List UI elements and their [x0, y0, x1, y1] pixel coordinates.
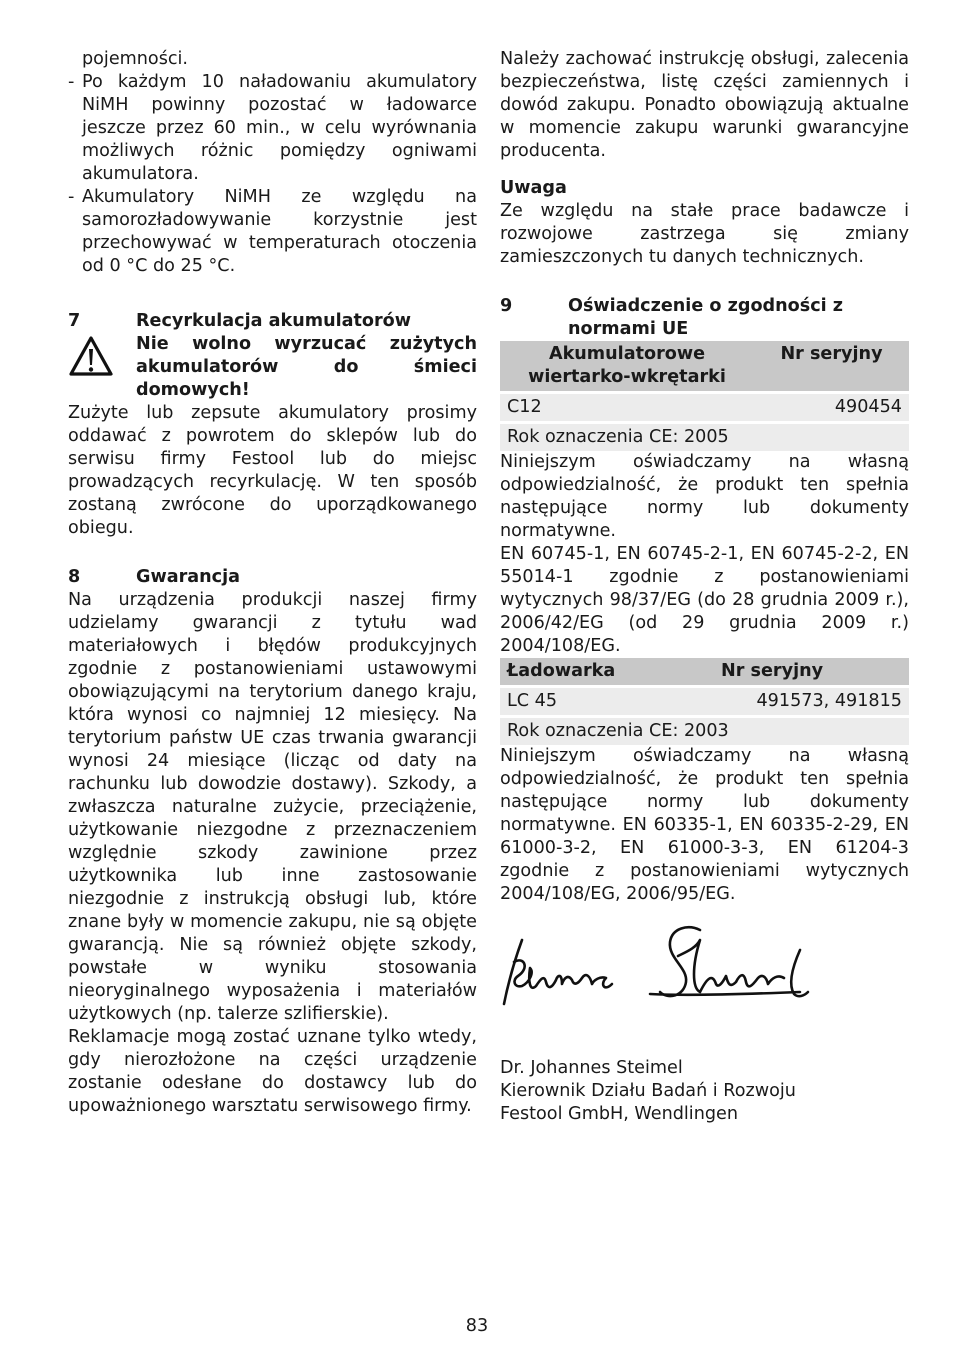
warning-text: Nie wolno wyrzucać zużytych akumulatorów do śmieci domowych! [136, 334, 477, 400]
warning-block [68, 333, 477, 402]
signatory-role: Kierownik Działu Badań i Rozwoju [500, 1081, 796, 1101]
uwaga-body: Ze względu na stałe prace badawcze i rozwojowe zastrzega się zmiany zamieszczonych tu danych technicznych. [500, 201, 909, 267]
warning-triangle-icon [68, 333, 136, 402]
section-7-body: Zużyte lub zepsute akumulatory prosimy oddawać z powrotem do sklepów lub do serwisu firmy Festool lub do miejsc prowadzących recyrkulację. W ten sposób zostaną zwrócone do uporządkowanego obiegu. [68, 403, 477, 538]
section-8-body: Na urządzenia produkcji naszej firmy udzielamy gwarancji z tytułu wad materiałowych i błędów produkcyjnych zgodnie z postanowieniami ustawowymi obowiązującymi na terytorium danego kraju, która wynosi co najmniej 12 miesięcy. Na terytorium państw UE czas trwania gwarancji wynosi 24 miesiące (licząc od daty na rachunku lub dowodzie dostawy). Szkody, a zwłaszcza naturalne zużycie, przeciążenie, użytkowanie niezgodne z przeznaczeniem względnie szkody zawinione przez użytkownika lub inne zastosowanie niezgodnie z instrukcją obsługi lub, które znane były w momencie zakupu, nie są objęte gwarancją. Nie są również objęte szkody, powstałe w wyniku stosowania nieoryginalnego wyposażenia i materiałów użytkowych (np. talerze szlifierskie). [68, 590, 477, 1024]
table-row: C12 490454 [500, 394, 909, 421]
drill-table [500, 338, 909, 454]
page-number: 83 [465, 1316, 489, 1336]
norms-1: EN 60745-1, EN 60745-2-1, EN 60745-2-2, EN 55014-1 zgodnie z postanowieniami wytycznych 98/37/EG (do 28 grudnia 2009 r.), 2006/42/EG (od 29 grudnia 2009 r.) 2004/108/EG. [500, 544, 909, 656]
list-item: - Akumulatory NiMH ze względu na samorozładowywanie korzystnie jest przechowywać w temperaturach otoczenia od 0 °C do 25 °C. [68, 187, 477, 276]
ce-year-row: Rok oznaczenia CE: 2005 [500, 424, 909, 451]
warranty-continuation: Należy zachować instrukcję obsługi, zalecenia bezpieczeństwa, listę części zamiennych i dowód zakupu. Ponadto obowiązują aktualne w momencie zakupu warunki gwarancyjne producenta. [500, 49, 909, 161]
charger-table [500, 655, 909, 748]
handwritten-signature [500, 922, 909, 1029]
section-8-heading: 8 Gwarancja [68, 567, 240, 587]
declaration-1: Niniejszym oświadczamy na własną odpowiedzialność, że produkt ten spełnia następujące normy lub dokumenty normatywne. [500, 452, 909, 541]
table-row: LC 45 491573, 491815 [500, 688, 909, 715]
signatory-name: Dr. Johannes Steimel [500, 1058, 683, 1078]
table-header: Ładowarka Nr seryjny [500, 658, 909, 685]
uwaga-heading: Uwaga [500, 178, 567, 198]
section-7-heading: 7 Recyrkulacja akumulatorów [68, 311, 412, 331]
intro-tail: pojemności. [82, 49, 189, 69]
table-header: Akumulatorowe wiertarko-wkrętarki Nr seryjny [500, 341, 909, 391]
ce-year-row: Rok oznaczenia CE: 2003 [500, 718, 909, 745]
declaration-2: Niniejszym oświadczamy na własną odpowiedzialność, że produkt ten spełnia następujące normy lub dokumenty normatywne. EN 60335-1, EN 60335-2-29, EN 61000-3-2, EN 61000-3-3, EN 61204-3 zgodnie z postanowieniami wytycznych 2004/108/EG, 2006/95/EG. [500, 746, 909, 904]
left-column [68, 48, 477, 1118]
section-8-body-2: Reklamacje mogą zostać uznane tylko wtedy, gdy nierozłożone na części urządzenie zostanie odesłane do dostawcy lub do upoważnionego warsztatu serwisowego firmy. [68, 1027, 477, 1116]
right-column [500, 48, 909, 1126]
section-9-heading: 9 Oświadczenie o zgodności z normami UE [500, 296, 844, 339]
list-item: - Po każdym 10 naładowaniu akumulatory NiMH powinny pozostać w ładowarce jeszcze przez 60 min., w celu wyrównania możliwych różnic pomiędzy ogniwami akumulatora. [68, 72, 477, 184]
signatory-company: Festool GmbH, Wendlingen [500, 1104, 738, 1124]
